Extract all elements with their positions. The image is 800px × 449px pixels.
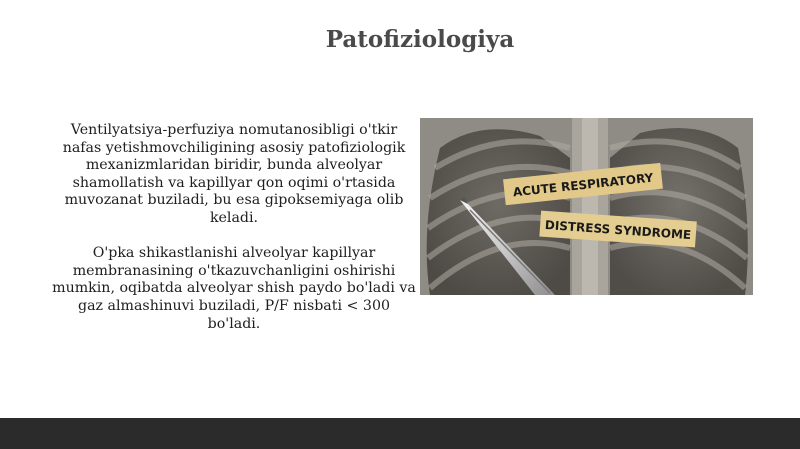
footer-bar: [0, 418, 800, 449]
body-text: [52, 122, 416, 351]
chest-xray-image: [420, 118, 753, 295]
paragraph-lung-injury: O'pka shikastlanishi alveolyar kapillyar membranasining o'tkazuvchanligini oshirishi mumkin, oqibatda alveolyar shish paydo bo'ladi va gaz almashinuvi buziladi, P/F nisbati < 300 bo'ladi.: [52, 245, 416, 332]
label-distress-syndrome: DISTRESS SYNDROME: [544, 217, 692, 243]
paragraph-ventilation-perfusion: Ventilyatsiya-perfuziya nomutanosibligi o'tkir nafas yetishmovchiligining asosiy patofiziologik mexanizmlaridan biridir, bunda alveolyar shamollatish va kapillyar qon oqimi o'rtasida muvozanat buziladi, bu esa gipoksemiyaga olib keladi.: [62, 122, 406, 226]
label-acute-respiratory: ACUTE RESPIRATORY: [512, 170, 654, 200]
slide-title: Patofiziologiya: [325, 26, 515, 53]
